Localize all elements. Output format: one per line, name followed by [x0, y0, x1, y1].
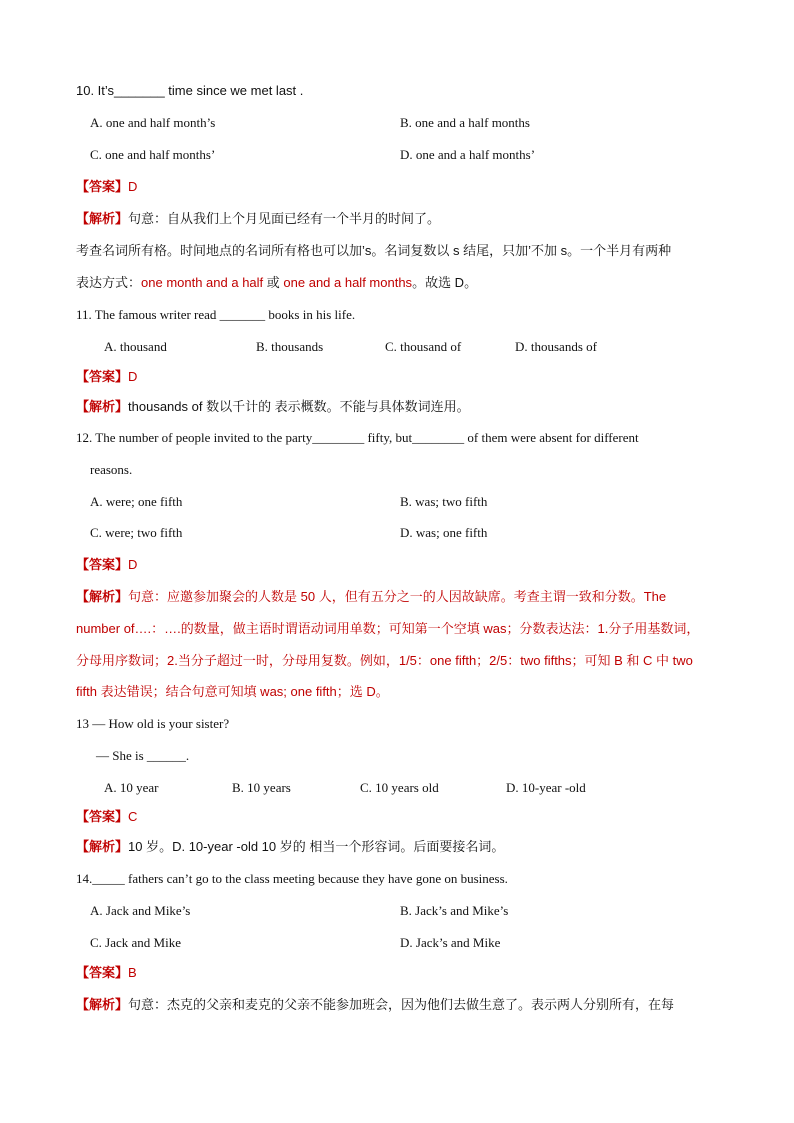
q10-exp3-mid: 或: [263, 275, 284, 290]
q11-answer: D: [128, 369, 138, 384]
q13-stem-2: — She is ______.: [96, 748, 190, 763]
q11-option-b: B. thousands: [256, 339, 324, 354]
q12-option-d: D. was; one fifth: [400, 525, 488, 540]
q13-option-d: D. 10-year -old: [506, 780, 586, 795]
q10-option-a: A. one and half month’s: [90, 115, 216, 130]
explanation-tag: 【解析】: [76, 997, 129, 1012]
q10-explanation-2: 考查名词所有格。时间地点的名词所有格也可以加’s。名词复数以 s 结尾，只加’不加 s。一个半月有两种: [76, 243, 672, 258]
q12-explanation-3: 分母用序数词；2.当分子超过一时，分母用复数。例如，1/5：one fifth；2/5：two fifths；可知 B 和 C 中 two: [76, 653, 693, 668]
explanation-tag: 【解析】: [76, 399, 129, 414]
q14-stem: 14._____ fathers can’t go to the class meeting because they have gone on business.: [76, 871, 508, 886]
q10-answer: D: [128, 179, 138, 194]
q13-answer-line: [76, 808, 137, 826]
q11-explanation: [76, 398, 470, 416]
q14-option-c: C. Jack and Mike: [90, 935, 181, 950]
answer-tag: 【答案】: [76, 809, 129, 824]
q10-option-c: C. one and half months’: [90, 147, 216, 162]
answer-tag: 【答案】: [76, 965, 129, 980]
q13-option-b: B. 10 years: [232, 780, 291, 795]
q12-exp-text-1: 句意：应邀参加聚会的人数是 50 人，但有五分之一的人因故缺席。考查主谓一致和分数。The: [128, 589, 667, 604]
q12-option-c: C. were; two fifth: [90, 525, 183, 540]
explanation-tag: 【解析】: [76, 211, 129, 226]
q12-explanation-1: [76, 588, 666, 606]
q12-answer-line: [76, 556, 137, 574]
q13-exp-text: 10 岁。D. 10-year -old 10 岁的 相当一个形容词。后面要接名词。: [128, 839, 505, 854]
q10-explanation-3: [76, 274, 477, 292]
q10-answer-line: [76, 178, 137, 196]
q14-option-a: A. Jack and Mike’s: [90, 903, 191, 918]
q10-exp3-post: 。故选 D。: [412, 275, 478, 290]
q13-explanation: [76, 838, 504, 856]
q13-option-c: C. 10 years old: [360, 780, 439, 795]
q12-option-a: A. were; one fifth: [90, 494, 183, 509]
q14-option-d: D. Jack’s and Mike: [400, 935, 501, 950]
answer-tag: 【答案】: [76, 369, 129, 384]
q12-explanation-4: fifth 表达错误；结合句意可知填 was; one fifth；选 D。: [76, 684, 389, 699]
q10-exp3-pre: 表达方式：: [76, 275, 142, 290]
answer-tag: 【答案】: [76, 179, 129, 194]
q10-option-d: D. one and a half months’: [400, 147, 536, 162]
q14-option-b: B. Jack’s and Mike’s: [400, 903, 509, 918]
q10-stem: 10. It’s_______ time since we met last .: [76, 83, 304, 98]
q13-stem-1: 13 — How old is your sister?: [76, 716, 230, 731]
q13-option-a: A. 10 year: [104, 780, 159, 795]
explanation-tag: 【解析】: [76, 839, 129, 854]
explanation-tag: 【解析】: [76, 589, 129, 604]
q10-exp-text-1: 句意：自从我们上个月见面已经有一个半月的时间了。: [128, 211, 441, 226]
answer-tag: 【答案】: [76, 557, 129, 572]
q12-option-b: B. was; two fifth: [400, 494, 488, 509]
q11-option-a: A. thousand: [104, 339, 167, 354]
q14-answer: B: [128, 965, 137, 980]
q14-explanation: [76, 996, 674, 1014]
q10-exp3-red1: one month and a half: [141, 275, 264, 290]
q12-stem-2: reasons.: [90, 462, 133, 477]
q10-exp3-red2: one and a half months: [283, 275, 413, 290]
q11-exp-text: thousands of 数以千计的 表示概数。不能与具体数词连用。: [128, 399, 470, 414]
q14-answer-line: [76, 964, 137, 982]
q13-answer: C: [128, 809, 138, 824]
q12-stem-1: 12. The number of people invited to the party________ fifty, but________ of them were absent for different: [76, 430, 639, 445]
q12-answer: D: [128, 557, 138, 572]
q14-exp-text: 句意：杰克的父亲和麦克的父亲不能参加班会，因为他们去做生意了。表示两人分别所有，在每: [128, 997, 675, 1012]
q11-answer-line: [76, 368, 137, 386]
q11-option-c: C. thousand of: [385, 339, 462, 354]
q10-explanation-1: [76, 210, 440, 228]
q12-explanation-2: number of….：….的数量，做主语时谓语动词用单数；可知第一个空填 was；分数表达法：1.分子用基数词，: [76, 621, 700, 636]
q10-option-b: B. one and a half months: [400, 115, 530, 130]
q11-option-d: D. thousands of: [515, 339, 597, 354]
q11-stem: 11. The famous writer read _______ books in his life.: [76, 307, 356, 322]
